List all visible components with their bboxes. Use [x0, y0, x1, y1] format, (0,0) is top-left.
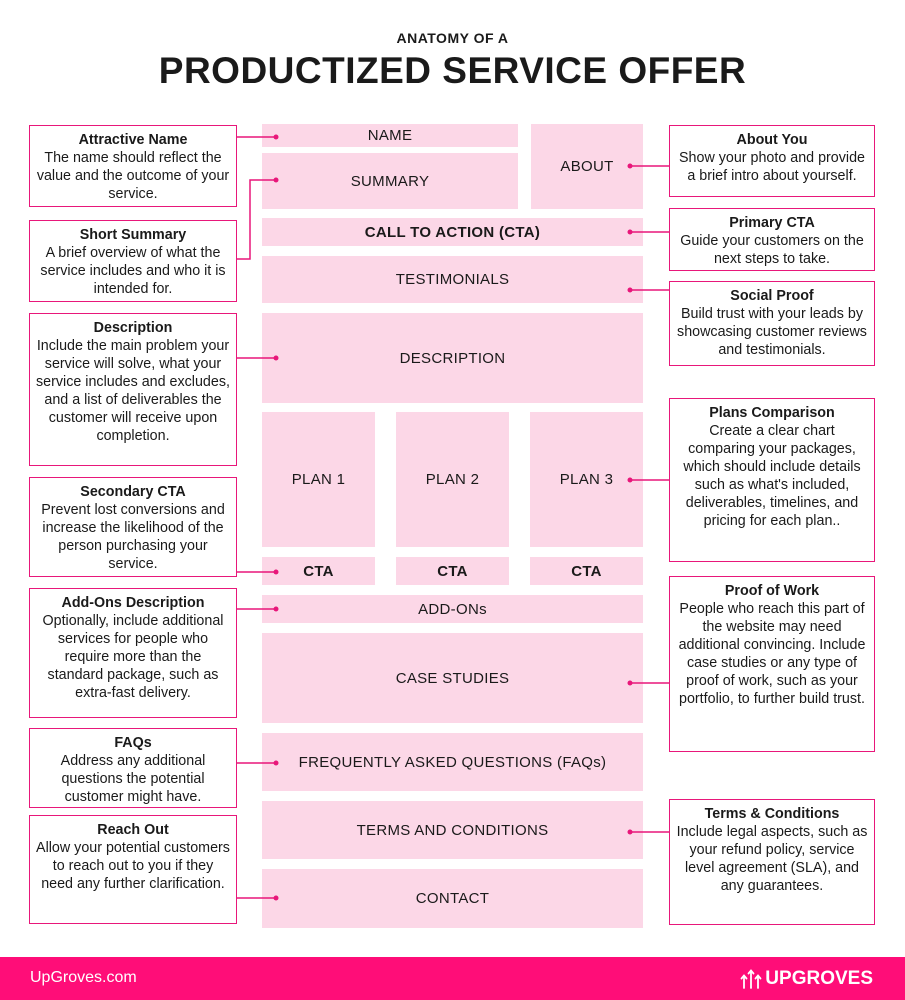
- note-body: Guide your customers on the next steps to take.: [680, 233, 864, 267]
- note-body: Create a clear chart comparing your packages, which should include details such as what's included, deliverables, timelines, and pricing for each plan..: [683, 423, 861, 529]
- note-body: A brief overview of what the service includes and who it is intended for.: [40, 245, 226, 297]
- note-title: Description: [93, 320, 173, 336]
- note-body: The name should reflect the value and the outcome of your service.: [36, 150, 230, 202]
- block-cta-3: CTA: [530, 557, 643, 585]
- block-add-ons: ADD-ONs: [262, 595, 643, 623]
- note-attractive-name: [29, 125, 237, 207]
- block-about: ABOUT: [531, 124, 643, 209]
- block-summary: SUMMARY: [262, 153, 518, 209]
- note-body: Address any additional questions the potential customer might have.: [60, 753, 206, 805]
- block-plan-3: PLAN 3: [530, 412, 643, 547]
- block-cta-1: CTA: [262, 557, 375, 585]
- footer-bar: [0, 957, 905, 1000]
- note-add-ons: [29, 588, 237, 718]
- block-testimonials: TESTIMONIALS: [262, 256, 643, 303]
- note-title: Add-Ons Description: [61, 595, 205, 611]
- note-body: Allow your potential customers to reach out to you if they need any further clarification.: [36, 840, 230, 892]
- block-terms: TERMS AND CONDITIONS: [262, 801, 643, 859]
- note-body: Show your photo and provide a brief intro about yourself.: [679, 150, 865, 184]
- note-plans-comparison: [669, 398, 875, 562]
- brand-name: UPGROVES: [765, 968, 873, 989]
- note-short-summary: [29, 220, 237, 302]
- note-title: Terms & Conditions: [704, 806, 840, 822]
- note-proof-of-work: [669, 576, 875, 752]
- block-case-studies: CASE STUDIES: [262, 633, 643, 723]
- note-secondary-cta: [29, 477, 237, 577]
- note-about-you: [669, 125, 875, 197]
- note-title: About You: [736, 132, 808, 148]
- note-body: Optionally, include additional services for people who require more than the standard package, such as extra-fast delivery.: [42, 613, 224, 701]
- note-description: [29, 313, 237, 466]
- block-call-to-action: CALL TO ACTION (CTA): [262, 218, 643, 246]
- note-title: Secondary CTA: [80, 484, 186, 500]
- note-social-proof: [669, 281, 875, 366]
- note-terms-conditions: [669, 799, 875, 925]
- block-name: NAME: [262, 124, 518, 147]
- note-title: Plans Comparison: [709, 405, 835, 421]
- note-title: Proof of Work: [724, 583, 820, 599]
- note-title: Attractive Name: [78, 132, 188, 148]
- note-body: Include legal aspects, such as your refund policy, service level agreement (SLA), and any guarantees.: [676, 824, 868, 894]
- footer-url-link[interactable]: UpGroves.com: [30, 969, 137, 986]
- note-body: People who reach this part of the website may need additional convincing. Include case studies or any type of proof of work, such as your portfolio, to further build trust.: [678, 601, 866, 707]
- note-reach-out: [29, 815, 237, 924]
- note-body: Build trust with your leads by showcasing customer reviews and testimonials.: [677, 306, 867, 358]
- note-title: Reach Out: [97, 822, 169, 838]
- note-title: Social Proof: [730, 288, 814, 304]
- block-description: DESCRIPTION: [262, 313, 643, 403]
- block-plan-2: PLAN 2: [396, 412, 509, 547]
- block-cta-2: CTA: [396, 557, 509, 585]
- note-primary-cta: [669, 208, 875, 271]
- block-plan-1: PLAN 1: [262, 412, 375, 547]
- note-faqs: [29, 728, 237, 808]
- brand-logo: [740, 968, 873, 990]
- note-title: FAQs: [114, 735, 152, 751]
- note-body: Include the main problem your service will solve, what your service includes and excludes, and a list of deliverables the customer will receive upon completion.: [36, 338, 230, 444]
- upgroves-logo-icon: [740, 969, 762, 989]
- note-title: Short Summary: [79, 227, 187, 243]
- block-faqs: FREQUENTLY ASKED QUESTIONS (FAQs): [262, 733, 643, 791]
- block-contact: CONTACT: [262, 869, 643, 928]
- note-body: Prevent lost conversions and increase the likelihood of the person purchasing your service.: [41, 502, 225, 572]
- page-title: PRODUCTIZED SERVICE OFFER: [158, 50, 747, 91]
- supertitle: ANATOMY OF A: [396, 30, 509, 46]
- note-title: Primary CTA: [729, 215, 815, 231]
